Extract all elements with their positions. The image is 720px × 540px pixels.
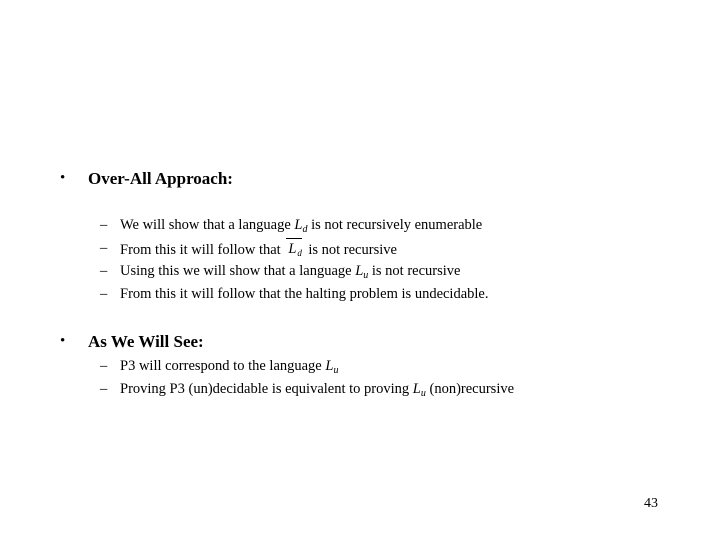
dash-marker: – xyxy=(100,217,108,233)
dash-marker: – xyxy=(100,286,108,302)
item-text-after: (non)recursive xyxy=(425,381,515,397)
item-text-before: From this it will follow that xyxy=(120,242,285,258)
language-symbol: L xyxy=(294,217,303,233)
language-subscript: u xyxy=(333,365,339,376)
list-item-complement-ld-not-recursive xyxy=(120,241,397,258)
item-text-before: Proving P3 (un)decidable is equivalent to proving xyxy=(120,381,413,397)
item-text-before: Using this we will show that a language xyxy=(120,263,356,279)
list-item-halting-undecidable: From this it will follow that the halting problem is undecidable. xyxy=(120,286,489,302)
heading-over-all-approach: Over-All Approach: xyxy=(88,169,233,188)
page-number: 43 xyxy=(644,496,658,511)
list-item-show-ld-not-re xyxy=(120,218,482,235)
language-subscript: u xyxy=(420,388,426,399)
item-text-before: P3 will correspond to the language xyxy=(120,358,326,374)
dash-marker: – xyxy=(100,381,108,397)
list-item-p3-corresponds-lu xyxy=(120,359,338,376)
list-item-lu-not-recursive xyxy=(120,264,460,281)
item-text-before: We will show that a language xyxy=(120,217,295,233)
bullet-as-we-will-see: • xyxy=(60,333,66,349)
complement-ld-symbol xyxy=(284,241,306,257)
list-item-p3-equivalent-lu xyxy=(120,382,514,399)
language-subscript: u xyxy=(363,270,369,281)
language-symbol: L xyxy=(412,381,421,397)
item-text-after: is not recursive xyxy=(308,242,397,258)
language-symbol: L xyxy=(325,358,334,374)
item-text-after: is not recursively enumerable xyxy=(307,217,483,233)
bullet-over-all-approach: • xyxy=(60,170,66,186)
heading-as-we-will-see: As We Will See: xyxy=(88,332,204,351)
language-symbol: L xyxy=(355,263,364,279)
language-subscript: d xyxy=(297,248,302,258)
language-subscript: d xyxy=(302,224,308,235)
overline-bar xyxy=(286,238,302,239)
dash-marker: – xyxy=(100,263,108,279)
language-symbol: L xyxy=(288,241,297,257)
item-text-after: is not recursive xyxy=(368,263,461,279)
dash-marker: – xyxy=(100,240,108,256)
dash-marker: – xyxy=(100,358,108,374)
